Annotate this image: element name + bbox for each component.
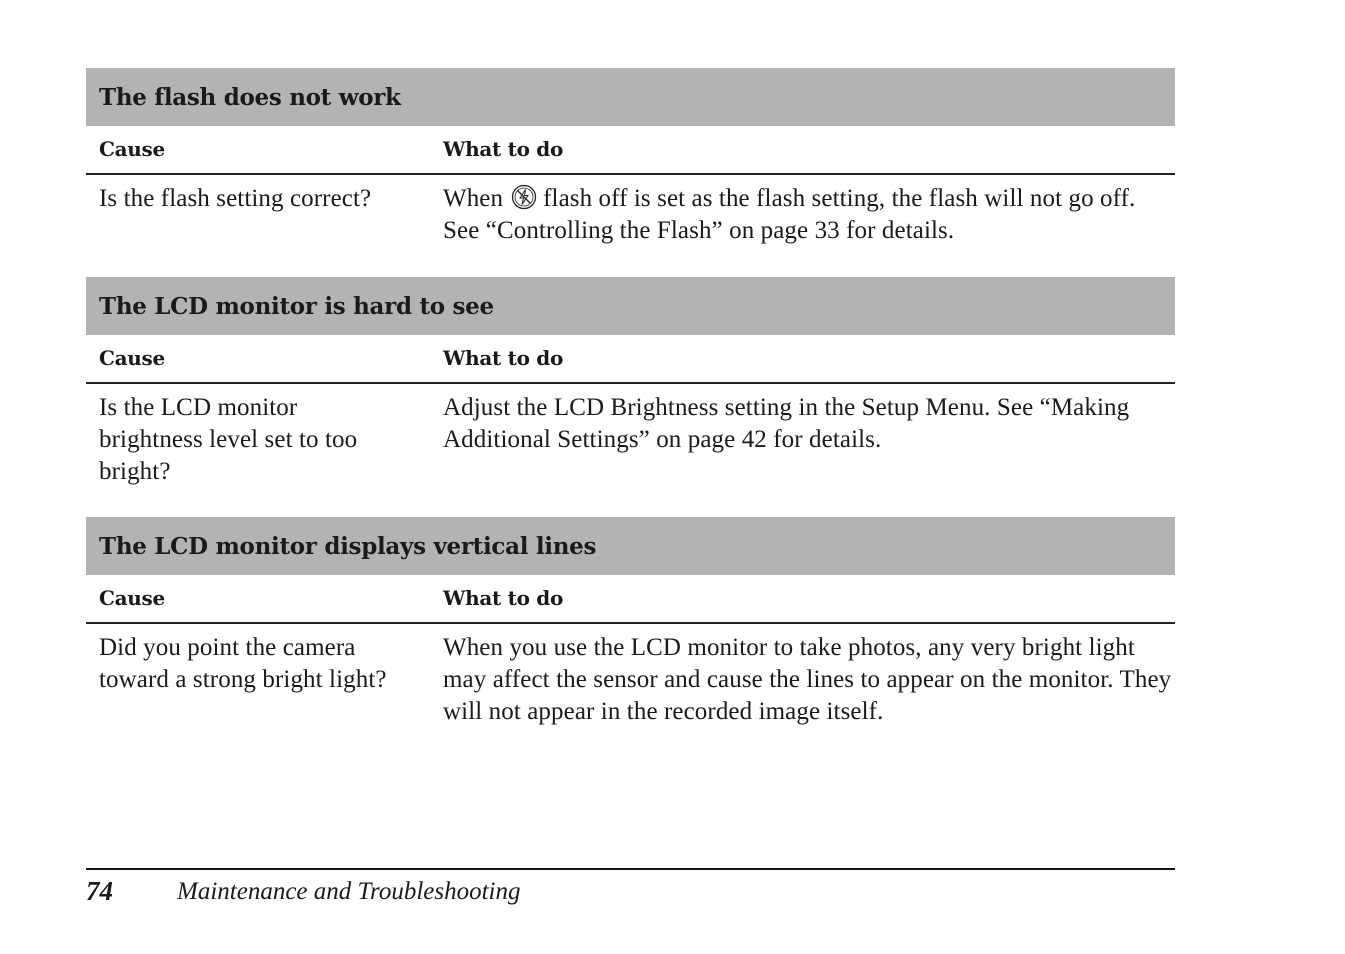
page-number: 74 <box>86 876 113 906</box>
column-headers <box>86 126 1175 175</box>
section-title: The flash does not work <box>86 68 1175 126</box>
section-lcd-vertical-lines <box>86 517 1175 754</box>
table-row <box>86 624 1175 754</box>
column-headers <box>86 335 1175 384</box>
what-to-do-text-start: When <box>443 185 504 212</box>
what-to-do-text: Adjust the LCD Brightness setting in the Setup Menu. See “Making Additional Settings” on page 42 for details. <box>443 394 1130 453</box>
what-to-do-text: When you use the LCD monitor to take photos, any very bright light may affect the sensor and cause the lines to appear on the monitor. They will not appear in the recorded image itself. <box>443 634 1172 725</box>
running-title: Maintenance and Troubleshooting <box>177 878 521 905</box>
cause-text: Is the LCD monitor brightness level set to too bright? <box>99 394 358 485</box>
what-to-do-text-end: flash off is set as the flash setting, the flash will not go off. See “Controlling the Flash” on page 33 for details. <box>443 185 1136 244</box>
what-to-do-text <box>443 183 1178 247</box>
cause-header: Cause <box>99 137 165 161</box>
table-row <box>86 175 1175 275</box>
section-flash-does-not-work <box>86 68 1175 275</box>
cause-header: Cause <box>99 346 165 370</box>
what-to-do-header: What to do <box>443 137 564 161</box>
flash-off-icon <box>511 184 537 210</box>
column-headers <box>86 575 1175 624</box>
cause-text: Did you point the camera toward a strong bright light? <box>99 634 387 693</box>
footer-rule <box>86 868 1175 870</box>
section-title: The LCD monitor displays vertical lines <box>86 517 1175 575</box>
cause-text: Is the flash setting correct? <box>99 185 372 212</box>
what-to-do-header: What to do <box>443 346 564 370</box>
cause-header: Cause <box>99 586 165 610</box>
table-row <box>86 384 1175 514</box>
section-lcd-hard-to-see <box>86 277 1175 514</box>
section-title: The LCD monitor is hard to see <box>86 277 1175 335</box>
what-to-do-header: What to do <box>443 586 564 610</box>
